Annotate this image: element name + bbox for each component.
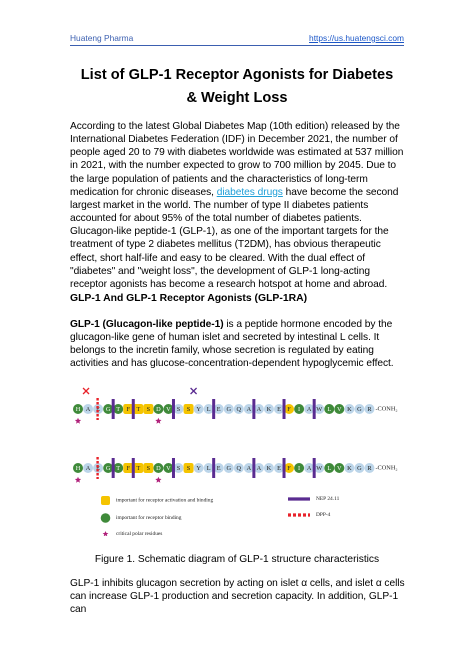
legend-binding-label: important for receptor binding [116, 515, 182, 521]
nep-cleavage-site [313, 399, 316, 419]
residue-label: S [146, 464, 151, 472]
residue-label: E [96, 405, 101, 413]
residue-label: A [85, 405, 91, 413]
residue-label: L [206, 464, 211, 472]
residue-label: A [246, 405, 252, 413]
closing-paragraph: GLP-1 inhibits glucagon secretion by acting on islet α cells, and islet α cells can increase GLP-1 production and secretion capacity. In addition, GLP-1 can [70, 578, 405, 616]
residue-label: F [287, 405, 291, 413]
nep-cleavage-site [172, 458, 175, 478]
nep-cleavage-site [132, 458, 135, 478]
c-terminus-label: -CONH₂ [375, 464, 398, 472]
nep-cleavage-site [212, 399, 215, 419]
residue-label: T [116, 464, 121, 472]
legend-nep-label: NEP 24.11 [316, 496, 340, 502]
nep-cleavage-site [212, 458, 215, 478]
residue-label: G [226, 464, 232, 472]
residue-label: T [116, 405, 121, 413]
residue-label: W [316, 464, 323, 472]
residue-label: T [136, 464, 141, 472]
legend-activation-swatch [101, 496, 110, 505]
page-title [60, 64, 414, 110]
polar-residue-star [75, 477, 81, 483]
nep-cleavage-site [283, 399, 286, 419]
residue-label: E [277, 405, 281, 413]
polar-residue-star [75, 418, 81, 424]
residue-label: G [226, 405, 232, 413]
section-heading: GLP-1 And GLP-1 Receptor Agonists (GLP-1RA) [70, 293, 308, 304]
polar-residue-star [155, 418, 161, 424]
residue-label: V [337, 464, 342, 472]
legend-dpp4-label: DPP-4 [316, 512, 331, 518]
residue-label: A [306, 464, 312, 472]
residue-label: Y [196, 405, 201, 413]
legend-activation-label: important for receptor activation and binding [116, 497, 214, 504]
residue-label: Y [196, 464, 201, 472]
header-url-link[interactable]: https://us.huatengsci.com [309, 33, 404, 43]
residue-label: A [256, 405, 262, 413]
residue-label: K [266, 405, 272, 413]
intro-text-1: According to the latest Global Diabetes Map (10th edition) released by the International Diabetes Federation (IDF) in December 2021, the number of people aged 20 to 79 with diabetes worldwide was estimated at 537 million in 2021, with the number expected to grow to 700 million by 2045. Due to the large population of patients and the characteristics of long-term medication for chronic diseases, [70, 121, 404, 198]
nep-cleavage-site [252, 399, 255, 419]
residue-label: G [357, 405, 362, 413]
residue-label: H [75, 464, 81, 472]
residue-label: G [105, 464, 111, 472]
legend-polar-star [103, 531, 109, 536]
residue-label: E [216, 405, 221, 413]
residue-label: H [75, 405, 81, 413]
figure-caption: Figure 1. Schematic diagram of GLP-1 structure characteristics [94, 554, 380, 565]
title-line-1: List of GLP-1 Receptor Agonists for Diabetes [80, 67, 394, 83]
glp1-paragraph [70, 318, 406, 371]
header-brand: Huateng Pharma [70, 33, 134, 43]
title-line-2: & Weight Loss [186, 90, 288, 106]
legend-binding-swatch [101, 513, 111, 523]
residue-label: A [85, 464, 91, 472]
residue-label: S [176, 405, 181, 413]
residue-label: G [105, 405, 111, 413]
nep-cleavage-site [252, 458, 255, 478]
residue-label: A [306, 405, 312, 413]
residue-label: W [316, 405, 323, 413]
residue-label: R [367, 405, 372, 413]
legend-polar-label: critical polar residues [116, 531, 163, 536]
residue-label: V [166, 405, 171, 413]
residue-label: Q [236, 464, 242, 472]
residue-label: A [246, 464, 252, 472]
intro-paragraph [70, 120, 406, 291]
residue-label: F [126, 405, 131, 413]
diabetes-drugs-link[interactable]: diabetes drugs [216, 186, 283, 198]
nep-cleavage-site [112, 399, 115, 419]
glp1-description: is a peptide hormone encoded by the glucagon-like gene of human islet and secreted by intestinal L cells. It belongs to the incretin family, whose secretion is regulated by eating activities and has glucose-concentration-dependent hypoglycemic effect. [70, 319, 394, 370]
header-divider [70, 45, 404, 46]
residue-label: S [146, 405, 151, 413]
nep-cleavage-site [283, 458, 286, 478]
nep-cleavage-site [112, 458, 115, 478]
residue-label: S [186, 464, 191, 472]
residue-label: F [126, 464, 131, 472]
residue-label: A [256, 464, 262, 472]
residue-label: K [347, 464, 352, 472]
nep-cleavage-site [172, 399, 175, 419]
intro-text-2: have become the second largest market in the world. The number of type II diabetes patients accounted for about 95% of the total number of diabetes patients. Glucagon-like peptide-1 (GLP-1), as one of the important targets for the treatment of type 2 diabetes mellitus (T2DM), has obvious therapeutic effect, short half-life and easy to be cleared. With the dual effect of "diabetes" and "weight loss", the development of GLP-1 long-acting receptor agonists has become a research hotspot at home and abroad. [70, 186, 399, 290]
residue-label: R [367, 464, 372, 472]
residue-label: K [347, 405, 352, 413]
residue-label: E [216, 464, 221, 472]
residue-label: L [327, 464, 332, 472]
residue-label: D [156, 405, 161, 413]
residue-label: E [277, 464, 281, 472]
residue-label: Q [236, 405, 242, 413]
c-terminus-label: -CONH₂ [375, 405, 398, 413]
nep-cleavage-site [313, 458, 316, 478]
residue-label: V [166, 464, 171, 472]
nep-cleavage-site [132, 399, 135, 419]
residue-label: T [136, 405, 141, 413]
residue-label: G [357, 464, 362, 472]
residue-label: L [327, 405, 332, 413]
residue-label: L [206, 405, 211, 413]
residue-label: I [298, 464, 301, 472]
residue-label: E [96, 464, 101, 472]
polar-residue-star [155, 477, 161, 483]
residue-label: D [156, 464, 161, 472]
glp1-structure-diagram [70, 384, 404, 536]
residue-label: F [287, 464, 291, 472]
residue-label: K [266, 464, 272, 472]
residue-label: V [337, 405, 342, 413]
residue-label: S [186, 405, 191, 413]
glp1-term: GLP-1 (Glucagon-like peptide-1) [70, 319, 224, 330]
residue-label: I [298, 405, 301, 413]
residue-label: S [176, 464, 181, 472]
